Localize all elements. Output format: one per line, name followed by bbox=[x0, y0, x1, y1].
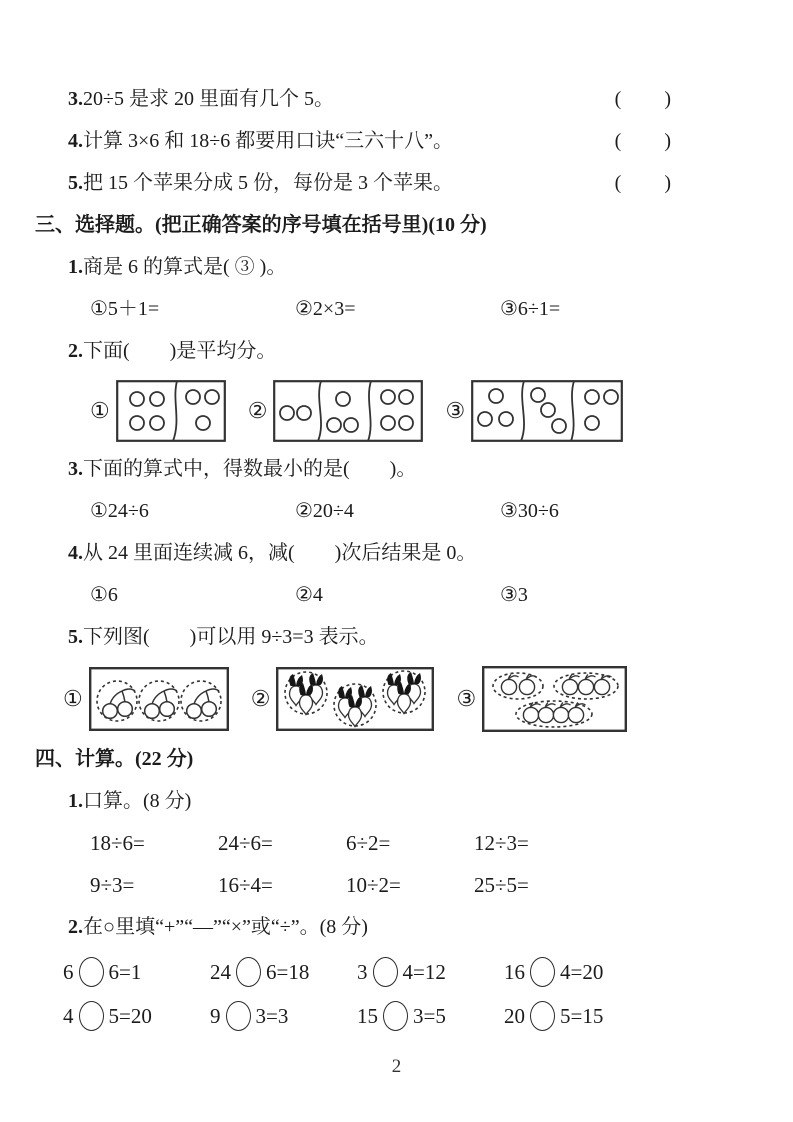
operator-fill-item bbox=[63, 956, 210, 988]
operand-left: 16 bbox=[504, 960, 525, 984]
operator-fill-item bbox=[210, 956, 357, 988]
choice-q1-options bbox=[90, 296, 758, 322]
diagram-label: ① bbox=[90, 398, 110, 423]
question-number: 2. bbox=[68, 916, 83, 938]
oral-calc-expression: 9÷3= bbox=[90, 873, 135, 897]
radishes-groups-diagram bbox=[276, 667, 434, 731]
option-1: ①5＋1= bbox=[90, 298, 160, 320]
operand-right-result: 6=18 bbox=[266, 960, 310, 984]
operator-fill-row-2 bbox=[63, 1000, 758, 1032]
question-text: 20÷5 是求 20 里面有几个 5。 bbox=[83, 88, 334, 110]
operator-circle bbox=[383, 1001, 408, 1031]
section-four-title: 四、计算。(22 分) bbox=[35, 748, 194, 770]
choice-q2-diagrams bbox=[90, 380, 758, 442]
operand-right-result: 6=1 bbox=[108, 960, 142, 984]
choice-q4-options bbox=[90, 582, 758, 608]
oral-calc-row-2 bbox=[90, 872, 758, 898]
option-1: ①24÷6 bbox=[90, 500, 149, 522]
choice-q3-options bbox=[90, 498, 758, 524]
answer-bracket: ( ) bbox=[614, 88, 672, 110]
operand-left: 15 bbox=[357, 1004, 378, 1028]
question-text: 商是 6 的算式是( ③ )。 bbox=[83, 256, 287, 278]
calc-q1-title bbox=[68, 788, 758, 814]
q5-diagram-1 bbox=[63, 667, 229, 731]
diagram-label: ③ bbox=[456, 686, 477, 711]
true-false-item-3 bbox=[68, 86, 758, 112]
question-text: 把 15 个苹果分成 5 份，每份是 3 个苹果。 bbox=[83, 172, 453, 194]
page-number: 2 bbox=[391, 1056, 402, 1077]
question-text: 下列图( )可以用 9÷3=3 表示。 bbox=[83, 626, 379, 648]
operator-fill-item bbox=[357, 956, 504, 988]
choice-q4 bbox=[68, 540, 758, 566]
diagram-label: ③ bbox=[445, 398, 466, 423]
operator-circle bbox=[373, 957, 398, 987]
operator-circle bbox=[236, 957, 261, 987]
answer-bracket: ( ) bbox=[614, 130, 672, 152]
operator-fill-item bbox=[504, 1000, 651, 1032]
question-number: 3. bbox=[68, 88, 83, 110]
calc-q2-title bbox=[68, 914, 758, 940]
oral-calc-expression: 12÷3= bbox=[474, 831, 529, 855]
true-false-item-5 bbox=[68, 170, 758, 196]
option-1: ①6 bbox=[90, 584, 118, 606]
option-2: ②20÷4 bbox=[295, 500, 354, 522]
grouping-diagram-2-3-4 bbox=[273, 380, 423, 442]
question-text: 下面的算式中，得数最小的是( )。 bbox=[83, 458, 417, 480]
choice-q5 bbox=[68, 624, 758, 650]
operand-right-result: 5=15 bbox=[560, 1004, 604, 1028]
operator-circle bbox=[79, 1001, 104, 1031]
choice-q1 bbox=[68, 254, 758, 280]
choice-q2 bbox=[68, 338, 758, 364]
option-3: ③30÷6 bbox=[500, 500, 559, 522]
operator-circle bbox=[226, 1001, 251, 1031]
operator-circle bbox=[530, 957, 555, 987]
diagram-label: ② bbox=[250, 686, 271, 711]
q5-diagram-2 bbox=[251, 667, 435, 731]
q2-diagram-2 bbox=[248, 380, 424, 442]
option-3: ③6÷1= bbox=[500, 298, 561, 320]
true-false-item-4 bbox=[68, 128, 758, 154]
grouping-diagram-4-3 bbox=[116, 380, 226, 442]
operand-right-result: 4=20 bbox=[560, 960, 604, 984]
operator-fill-item bbox=[504, 956, 651, 988]
q5-diagram-3 bbox=[456, 666, 627, 732]
operator-circle bbox=[79, 957, 104, 987]
apples-groups-diagram bbox=[482, 666, 627, 732]
diagram-label: ② bbox=[247, 398, 268, 423]
operand-right-result: 5=20 bbox=[108, 1004, 152, 1028]
question-text: 从 24 里面连续减 6，减( )次后结果是 0。 bbox=[83, 542, 477, 564]
operand-right-result: 4=12 bbox=[402, 960, 446, 984]
oral-calc-expression: 18÷6= bbox=[90, 831, 145, 855]
option-2: ②4 bbox=[295, 584, 323, 606]
choice-q5-diagrams bbox=[63, 666, 758, 732]
question-number: 4. bbox=[68, 130, 83, 152]
operand-left: 20 bbox=[504, 1004, 525, 1028]
oral-calc-expression: 6÷2= bbox=[346, 831, 391, 855]
operator-circle bbox=[530, 1001, 555, 1031]
q2-diagram-1 bbox=[90, 380, 226, 442]
operator-fill-item bbox=[357, 1000, 504, 1032]
section-three-title: 三、选择题。(把正确答案的序号填在括号里)(10 分) bbox=[35, 214, 487, 236]
question-number: 5. bbox=[68, 626, 83, 648]
operator-fill-row-1 bbox=[63, 956, 758, 988]
question-number: 3. bbox=[68, 458, 83, 480]
operand-right-result: 3=3 bbox=[255, 1004, 289, 1028]
operand-left: 9 bbox=[210, 1004, 221, 1028]
operand-right-result: 3=5 bbox=[413, 1004, 446, 1028]
oral-calc-expression: 25÷5= bbox=[474, 873, 529, 897]
question-number: 1. bbox=[68, 790, 83, 812]
choice-q3 bbox=[68, 456, 758, 482]
cherries-groups-diagram bbox=[89, 667, 229, 731]
operator-fill-item bbox=[63, 1000, 210, 1032]
answer-bracket: ( ) bbox=[614, 172, 672, 194]
operand-left: 6 bbox=[63, 960, 74, 984]
question-text: 在○里填“+”“—”“×”或“÷”。(8 分) bbox=[83, 916, 368, 938]
oral-calc-expression: 10÷2= bbox=[346, 873, 401, 897]
question-number: 2. bbox=[68, 340, 83, 362]
option-3: ③3 bbox=[500, 584, 528, 606]
question-number: 4. bbox=[68, 542, 83, 564]
oral-calc-expression: 24÷6= bbox=[218, 831, 273, 855]
operand-left: 4 bbox=[63, 1004, 74, 1028]
question-text: 口算。(8 分) bbox=[83, 790, 192, 812]
question-text: 计算 3×6 和 18÷6 都要用口诀“三六十八”。 bbox=[83, 130, 454, 152]
q2-diagram-3 bbox=[445, 380, 623, 442]
question-number: 1. bbox=[68, 256, 83, 278]
diagram-label: ① bbox=[63, 686, 83, 711]
oral-calc-row-1 bbox=[90, 830, 758, 856]
question-text: 下面( )是平均分。 bbox=[83, 340, 277, 362]
grouping-diagram-3-3-3 bbox=[471, 380, 623, 442]
operator-fill-item bbox=[210, 1000, 357, 1032]
operand-left: 24 bbox=[210, 960, 231, 984]
operand-left: 3 bbox=[357, 960, 368, 984]
oral-calc-expression: 16÷4= bbox=[218, 873, 273, 897]
option-2: ②2×3= bbox=[295, 298, 356, 320]
question-number: 5. bbox=[68, 172, 83, 194]
